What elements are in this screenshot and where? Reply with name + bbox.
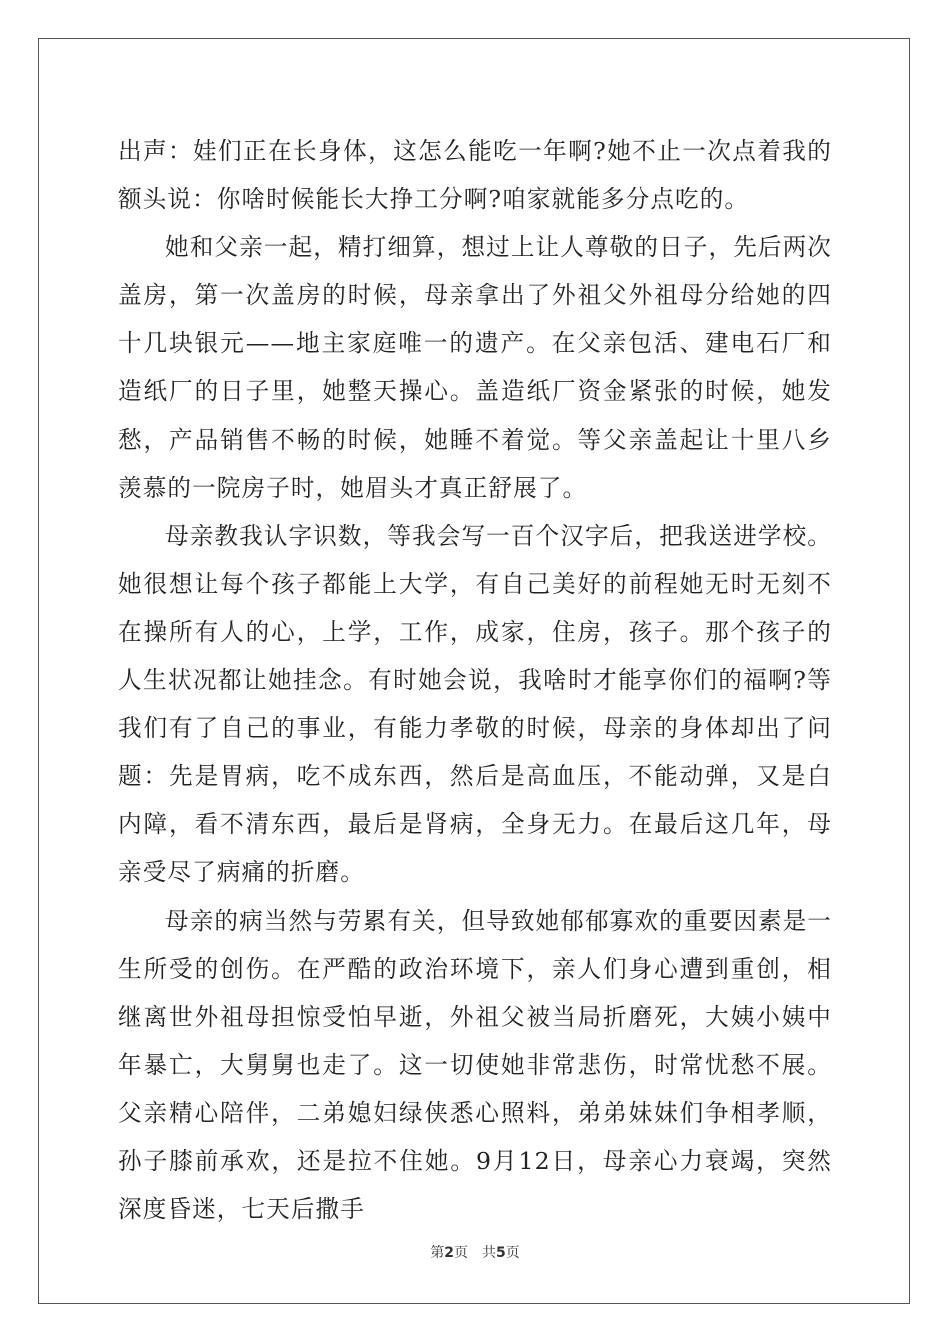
page-footer [0, 1242, 950, 1262]
paragraph-1: 出声：娃们正在长身体，这怎么能吃一年啊?她不止一次点着我的额头说：你啥时候能长大挣工分啊?咱家就能多分点吃的。 [118, 137, 832, 214]
document-body [118, 127, 832, 1233]
page-number: 第2页 [430, 1245, 468, 1261]
paragraph-4: 母亲的病当然与劳累有关，但导致她郁郁寡欢的重要因素是一生所受的创伤。在严酷的政治环境下，亲人们身心遭到重创，相继离世外祖母担惊受怕早逝，外祖父被当局折磨死，大姨小姨中年暴亡，大舅舅也走了。这一切使她非常悲伤，时常忧愁不展。父亲精心陪伴，二弟媳妇绿侠悉心照料，弟弟妹妹们争相孝顺，孙子膝前承欢，还是拉不住她。9月12日，母亲心力衰竭，突然深度昏迷，七天后撒手 [118, 906, 832, 1224]
paragraph-2: 她和父亲一起，精打细算，想过上让人尊敬的日子，先后两次盖房，第一次盖房的时候，母亲拿出了外祖父外祖母分给她的四十几块银元——地主家庭唯一的遗产。在父亲包活、建电石厂和造纸厂的日子里，她整天操心。盖造纸厂资金紧张的时候，她发愁，产品销售不畅的时候，她睡不着觉。等父亲盖起让十里八乡羡慕的一院房子时，她眉头才真正舒展了。 [118, 233, 832, 502]
page-total: 共5页 [482, 1245, 520, 1261]
paragraph-3: 母亲教我认字识数，等我会写一百个汉字后，把我送进学校。她很想让每个孩子都能上大学，有自己美好的前程她无时无刻不在操所有人的心，上学，工作，成家，住房，孩子。那个孩子的人生状况都让她挂念。有时她会说，我啥时才能享你们的福啊?等我们有了自己的事业，有能力孝敬的时候，母亲的身体却出了问题：先是胃病，吃不成东西，然后是高血压，不能动弹，又是白内障，看不清东西，最后是肾病，全身无力。在最后这几年，母亲受尽了病痛的折磨。 [118, 521, 832, 887]
